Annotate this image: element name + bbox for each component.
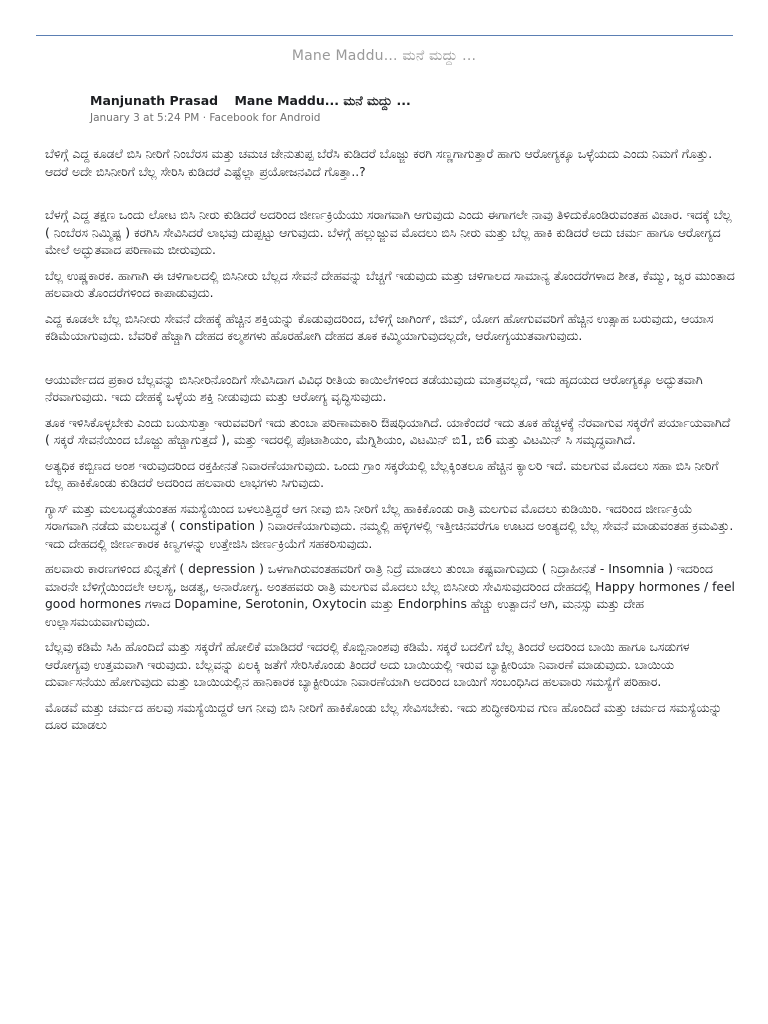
top-divider [36, 35, 733, 36]
author-line [90, 93, 690, 109]
post-paragraph: ಹಲವಾರು ಕಾರಣಗಳಿಂದ ಖಿನ್ನತೆಗೆ ( depression ) ಒಳಗಾಗಿರುವಂತಹವರಿಗೆ ರಾತ್ರಿ ನಿದ್ರೆ ಮಾಡಲು ತುಂಬಾ ಕಷ್ಟವಾಗುವುದು ( ನಿದ್ರಾಹೀನತೆ - Insomnia ) ಇದರಿಂದ ಮಾರನೇ ಬೆಳಿಗ್ಗೆಯಿಂದಲೇ ಆಲಸ್ಯ, ಜಡತ್ವ, ಅನಾರೋಗ್ಯ. ಅಂತಹವರು ರಾತ್ರಿ ಮಲಗುವ ಮೊದಲು ಬೆಲ್ಲ ಬಿಸಿನೀರು ಸೇವಿಸುವುದರಿಂದ ದೇಹದಲ್ಲಿ Happy hormones / feel good hormones ಗಳಾದ Dopamine, Serotonin, Oxytocin ಮತ್ತು Endorphins ಹೆಚ್ಚು ಉತ್ಪಾದನೆ ಆಗಿ, ಮನಸ್ಸು ಮತ್ತು ದೇಹ ಉಲ್ಲಾಸಮಯವಾಗುವುದು. [45, 562, 735, 629]
author-name-link[interactable]: Manjunath Prasad [90, 93, 219, 108]
post-paragraph: ಗ್ಯಾಸ್ ಮತ್ತು ಮಲಬದ್ಧತೆಯಂತಹ ಸಮಸ್ಯೆಯಿಂದ ಬಳಲುತ್ತಿದ್ದರೆ ಆಗ ನೀವು ಬಿಸಿ ನೀರಿಗೆ ಬೆಲ್ಲ ಹಾಕಿಕೊಂಡು ರಾತ್ರಿ ಮಲಗುವ ಮೊದಲು ಕುಡಿಯಿರಿ. ಇದರಿಂದ ಜೀರ್ಣಕ್ರಿಯೆ ಸರಾಗವಾಗಿ ನಡೆದು ಮಲಬದ್ಧತೆ ( constipation ) ನಿವಾರಣೆಯಾಗುವುದು. ನಮ್ಮಲ್ಲಿ ಹಳ್ಳಿಗಳಲ್ಲಿ ಇತ್ತೀಚಿನವರೆಗೂ ಊಟದ ಅಂತ್ಯದಲ್ಲಿ ಬೆಲ್ಲ ಸೇವನೆ ಮಾಡುವಂತಹ ಕ್ರಮವಿತ್ತು. ಇದು ದೇಹದಲ್ಲಿ ಜೀರ್ಣಕಾರಕ ಕಿಣ್ವಗಳನ್ನು ಉತ್ತೇಜಿಸಿ ಜೀರ್ಣಕ್ರಿಯೆಗೆ ಸಹಕರಿಸುವುದು. [45, 501, 734, 551]
post-paragraph: ಬೆಲ್ಲ ಉಷ್ಣಕಾರಕ. ಹಾಗಾಗಿ ಈ ಚಳಿಗಾಲದಲ್ಲಿ ಬಿಸಿನೀರು ಬೆಲ್ಲದ ಸೇವನೆ ದೇಹವನ್ನು ಬೆಚ್ಚಗೆ ಇಡುವುದು ಮತ್ತು ಚಳಿಗಾಲದ ಸಾಮಾನ್ಯ ತೊಂದರೆಗಳಾದ ಶೀತ, ಕೆಮ್ಮು, ಜ್ವರ ಮುಂತಾದ ಹಲವಾರು ತೊಂದರೆಗಳಿಂದ ಕಾಪಾಡುವುದು. [45, 268, 735, 300]
post-paragraph: ಬೆಳಗ್ಗೆ ಎದ್ದ ತಕ್ಷಣ ಒಂದು ಲೋಟ ಬಿಸಿ ನೀರು ಕುಡಿದರೆ ಅದರಿಂದ ಜೀರ್ಣಕ್ರಿಯೆಯು ಸರಾಗವಾಗಿ ಆಗುವುದು ಎಂದು ಈಗಾಗಲೇ ನಾವು ತಿಳಿದುಕೊಂಡಿರುವಂತಹ ವಿಚಾರ. ಇದಕ್ಕೆ ಬೆಲ್ಲ ( ನಿಂಬೆರಸ ನಿಮ್ಮಿಷ್ಟ ) ಕರಗಿಸಿ ಸೇವಿಸಿದರೆ ಲಾಭವು ದುಪ್ಪಟ್ಟು ಆಗುವುದು. ಬೆಳಗ್ಗೆ ಹಲ್ಲುಜ್ಜುವ ಮೊದಲು ಬಿಸಿ ನೀರು ಮತ್ತು ಬೆಲ್ಲ ಹಾಕಿ ಕುಡಿದರೆ ಅದು ಚರ್ಮ ಹಾಗೂ ಆರೋಗ್ಯದ ಮೇಲೆ ಅದ್ಭುತವಾದ ಪರಿಣಾಮ ಬೀರುವುದು. [45, 208, 732, 257]
post-paragraph: ಆಯುರ್ವೇದದ ಪ್ರಕಾರ ಬೆಲ್ಲವನ್ನು ಬಿಸಿನೀರಿನೊಂದಿಗೆ ಸೇವಿಸಿದಾಗ ವಿವಿಧ ರೀತಿಯ ಕಾಯಿಲೆಗಳಿಂದ ತಡೆಯುವುದು ಮಾತ್ರವಲ್ಲದೆ, ಇದು ಹೃದಯದ ಆರೋಗ್ಯಕ್ಕೂ ಅದ್ಭುತವಾಗಿ ನೆರವಾಗುವುದು. ಇದು ದೇಹಕ್ಕೆ ಒಳ್ಳೆಯ ಶಕ್ತಿ ನೀಡುವುದು ಮತ್ತು ಆರೋಗ್ಯ ವೃದ್ಧಿಸುವುದು. [45, 372, 703, 404]
post-header [90, 93, 690, 124]
group-name-link[interactable]: Mane Maddu... ಮನೆ ಮದ್ದು ... [234, 93, 411, 108]
post-paragraph: ಬೆಲ್ಲವು ಕಡಿಮೆ ಸಿಹಿ ಹೊಂದಿದೆ ಮತ್ತು ಸಕ್ಕರೆಗೆ ಹೋಲಿಕೆ ಮಾಡಿದರೆ ಇದರಲ್ಲಿ ಕೊಬ್ಬಿನಾಂಶವು ಕಡಿಮೆ. ಸಕ್ಕರೆ ಬದಲಿಗೆ ಬೆಲ್ಲ ತಿಂದರೆ ಅದರಿಂದ ಬಾಯಿ ಹಾಗೂ ಒಸಡುಗಳ ಆರೋಗ್ಯವು ಉತ್ತಮವಾಗಿ ಇರುವುದು. ಬೆಲ್ಲವನ್ನು ಏಲಕ್ಕಿ ಜತೆಗೆ ಸೇರಿಸಿಕೊಂಡು ತಿಂದರೆ ಅದು ಬಾಯಿಯಲ್ಲಿ ಇರುವ ಬ್ಯಾಕ್ಟೀರಿಯಾ ನಿವಾರಣೆ ಮಾಡುವುದು. ಬಾಯಿಯ ದುರ್ವಾಸನೆಯು ಹೋಗುವುದು ಮತ್ತು ಬಾಯಿಯಲ್ಲಿನ ಹಾನಿಕಾರಕ ಬ್ಯಾಕ್ಟೀರಿಯಾ ನಿವಾರಣೆಯಾಗಿ ಅದರಿಂದ ಬಾಯಿಗೆ ಸಂಬಂಧಿಸಿದ ಹಲವಾರು ಸಮಸ್ಯೆಗೆ ಪರಿಹಾರ. [45, 640, 690, 689]
post-timestamp[interactable]: January 3 at 5:24 PM · Facebook for Android [90, 112, 321, 124]
post-body [45, 146, 735, 743]
post-paragraph: ಬೆಳಿಗ್ಗೆ ಎದ್ದ ಕೂಡಲೆ ಬಿಸಿ ನೀರಿಗೆ ನಿಂಬೆರಸ ಮತ್ತು ಚಮಚ ಜೇನುತುಪ್ಪ ಬೆರೆಸಿ ಕುಡಿದರೆ ಬೊಜ್ಜು ಕರಗಿ ಸಣ್ಣಗಾಗುತ್ತಾರೆ ಹಾಗು ಆರೋಗ್ಯಕ್ಕೂ ಒಳ್ಳೆಯದು ಎಂದು ನಿಮಗೆ ಗೊತ್ತು. ಆದರೆ ಅದೇ ಬಿಸಿನೀರಿಗೆ ಬೆಲ್ಲ ಸೇರಿಸಿ ಕುಡಿದರೆ ಎಷ್ಟೆಲ್ಲಾ ಪ್ರಯೋಜನವಿದೆ ಗೊತ್ತಾ..? [45, 147, 713, 179]
post-paragraph: ಎದ್ದ ಕೂಡಲೇ ಬೆಲ್ಲ ಬಿಸಿನೀರು ಸೇವನೆ ದೇಹಕ್ಕೆ ಹೆಚ್ಚಿನ ಶಕ್ತಿಯನ್ನು ಕೊಡುವುದರಿಂದ, ಬೆಳಿಗ್ಗೆ ಜಾಗಿಂಗ್, ಜಿಮ್, ಯೋಗ ಹೋಗುವವರಿಗೆ ಹೆಚ್ಚಿನ ಉತ್ಸಾಹ ಬರುವುದು, ಆಯಾಸ ಕಡಿಮೆಯಾಗುವುದು. ಬೆವರಿಕೆ ಹೆಚ್ಚಾಗಿ ದೇಹದ ಕಲ್ಮಶಗಳು ಹೊರಹೋಗಿ ದೇಹದ ತೂಕ ಕಮ್ಮಿಯಾಗುವುದಲ್ಲದೇ, ಆರೋಗ್ಯಯುತವಾಗುವುದು. [45, 311, 714, 343]
post-paragraph: ತೂಕ ಇಳಿಸಿಕೊಳ್ಳಬೇಕು ಎಂದು ಬಯಸುತ್ತಾ ಇರುವವರಿಗೆ ಇದು ತುಂಬಾ ಪರಿಣಾಮಕಾರಿ ಔಷಧಿಯಾಗಿದೆ. ಯಾಕೆಂದರೆ ಇದು ತೂಕ ಹೆಚ್ಚಳಕ್ಕೆ ನೆರವಾಗುವ ಸಕ್ಕರೆಗೆ ಪರ್ಯಾಯವಾಗಿದೆ ( ಸಕ್ಕರೆ ಸೇವನೆಯಿಂದ ಬೊಜ್ಜು ಹೆಚ್ಚಾಗುತ್ತದೆ ), ಮತ್ತು ಇದರಲ್ಲಿ ಪೊಟಾಶಿಯಂ, ಮೆಗ್ನಿಶಿಯಂ, ವಿಟಮಿನ್ ಬಿ1, ಬಿ6 ಮತ್ತು ವಿಟಮಿನ್ ಸಿ ಸಮೃದ್ಧವಾಗಿದೆ. [45, 415, 731, 447]
post-paragraph: ಮೊಡವೆ ಮತ್ತು ಚರ್ಮದ ಹಲವು ಸಮಸ್ಯೆಯಿದ್ದರೆ ಆಗ ನೀವು ಬಿಸಿ ನೀರಿಗೆ ಹಾಕಿಕೊಂಡು ಬೆಲ್ಲ ಸೇವಿಸಬೇಕು. ಇದು ಶುದ್ಧೀಕರಿಸುವ ಗುಣ ಹೊಂದಿದೆ ಮತ್ತು ಚರ್ಮದ ಸಮಸ್ಯೆಯನ್ನು ದೂರ ಮಾಡಲು [45, 700, 722, 732]
post-paragraph: ಅತ್ಯಧಿಕ ಕಬ್ಬಿಣದ ಅಂಶ ಇರುವುದರಿಂದ ರಕ್ತಹೀನತೆ ನಿವಾರಣೆಯಾಗುವುದು. ಒಂದು ಗ್ರಾಂ ಸಕ್ಕರೆಯಲ್ಲಿ ಬೆಲ್ಲಕ್ಕಿಂತಲೂ ಹೆಚ್ಚಿನ ಕ್ಯಾಲರಿ ಇದೆ. ಮಲಗುವ ಮೊದಲು ಸಹಾ ಬಿಸಿ ನೀರಿಗೆ ಬೆಲ್ಲ ಹಾಕಿಕೊಂಡು ಕುಡಿದರೆ ಅದರಿಂದ ಹಲವಾರು ಲಾಭಗಳು ಸಿಗುವುದು. [45, 458, 719, 490]
page-title: Mane Maddu... ಮನೆ ಮದ್ದು ... [291, 48, 477, 64]
